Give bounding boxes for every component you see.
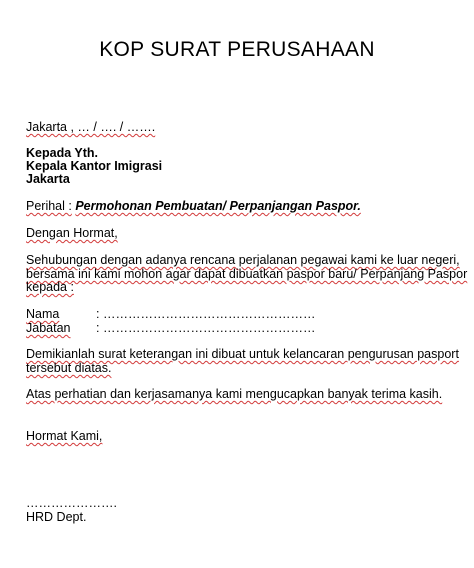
body-paragraph-1-line-2: bersama ini kami mohon agar dapat dibuatkan paspor baru/ Perpanjang Paspor	[26, 267, 468, 281]
body-paragraph-2-line-1: Demikianlah surat keterangan ini dibuat untuk kelancaran pengurusan pasport	[26, 347, 459, 361]
date-line: Jakarta , … / …. / …….	[26, 120, 156, 134]
greeting: Dengan Hormat,	[26, 226, 118, 240]
letterhead-title: KOP SURAT PERUSAHAAN	[99, 38, 375, 61]
field-value-nama: : ……………………………………………	[96, 307, 316, 321]
field-label-nama: Nama	[26, 307, 60, 321]
recipient-line-3: Jakarta	[26, 172, 70, 186]
body-paragraph-2-line-2: tersebut diatas.	[26, 361, 112, 375]
field-label-jabatan: Jabatan	[26, 321, 71, 335]
signature-line: ………………….	[26, 496, 117, 510]
field-row-nama	[26, 307, 315, 321]
field-row-jabatan	[26, 321, 315, 335]
subject-label: Perihal :	[26, 199, 72, 213]
closing: Hormat Kami,	[26, 429, 103, 443]
body-paragraph-1-line-3: kepada :	[26, 280, 74, 294]
subject-line	[26, 199, 361, 213]
recipient-line-1: Kepada Yth.	[26, 146, 99, 160]
thanks-line: Atas perhatian dan kerjasamanya kami mengucapkan banyak terima kasih.	[26, 387, 443, 401]
signatory: HRD Dept.	[26, 510, 87, 524]
body-paragraph-1-line-1: Sehubungan dengan adanya rencana perjalanan pegawai kami ke luar negeri,	[26, 253, 460, 267]
field-value-jabatan: : ……………………………………………	[96, 321, 316, 335]
recipient-line-2: Kepala Kantor Imigrasi	[26, 159, 163, 173]
subject-value: Permohonan Pembuatan/ Perpanjangan Paspor.	[75, 199, 361, 213]
